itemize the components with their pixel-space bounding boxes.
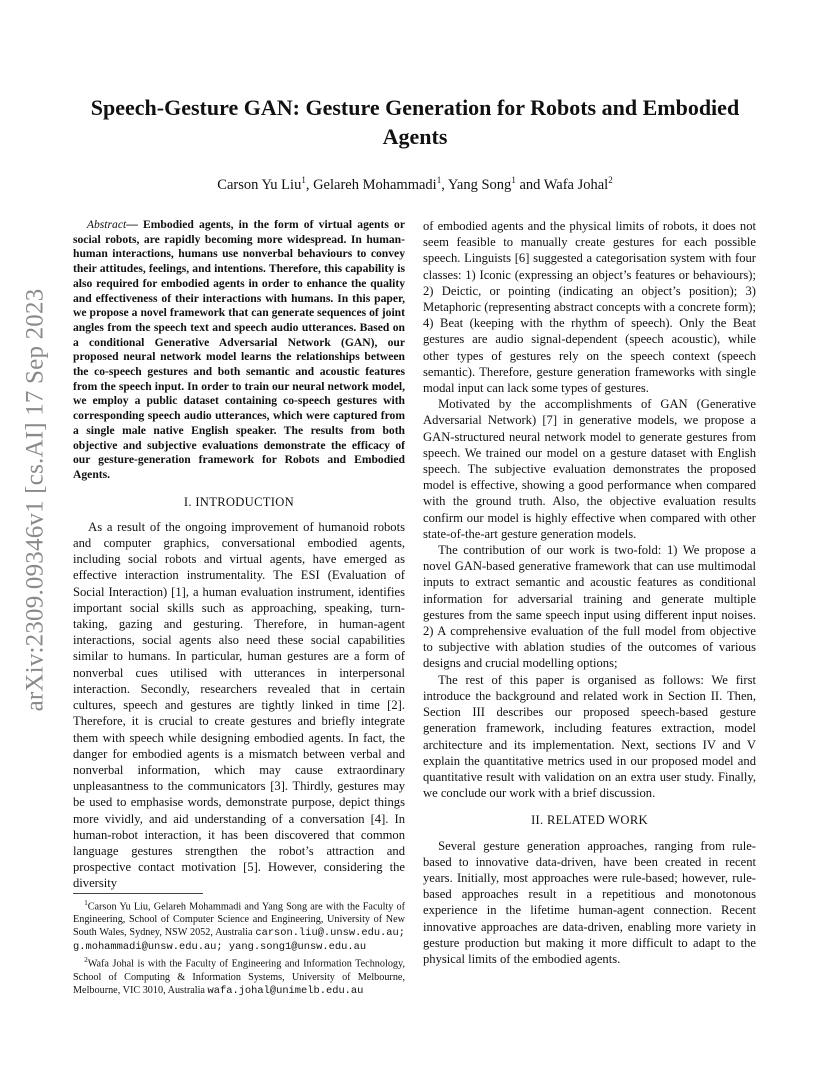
footnote-2-email: wafa.johal@unimelb.edu.au	[207, 984, 364, 997]
abstract-text: — Embodied agents, in the form of virtual agents or social robots, are rapidly becoming more widespread. In human-human interactions, humans use nonverbal behaviours to convey their attitudes, feelings, and intentions. Therefore, this capability is also required for embodied agents in order to enhance the quality and effectiveness of their interactions with humans. In this paper, we propose a novel framework that can generate sequences of joint angles from the speech text and speech audio utterances. Based on a conditional Generative Adversarial Network (GAN), our proposed neural network model learns the relationships between the co-speech gestures and both semantic and acoustic features from the speech input. In order to train our neural network model, we employ a public dataset containing co-speech gestures with corresponding speech audio utterances, which were captured from a single male native English speaker. The results from both objective and subjective evaluations demonstrate the efficacy of our gesture-generation framework for Robots and Embodied Agents.	[73, 218, 405, 481]
footnote-2-mark: 2	[84, 956, 88, 965]
author-2-affil: 1	[436, 175, 442, 185]
paper-title: Speech-Gesture GAN: Gesture Generation for Robots and Embodied Agents	[90, 95, 740, 149]
abstract-label: Abstract	[86, 218, 127, 231]
section-heading-introduction: I. INTRODUCTION	[183, 494, 295, 509]
footnote-1	[73, 897, 405, 954]
author-2: , Gelareh Mohammadi	[305, 176, 437, 193]
footnote-1-text: Carson Yu Liu, Gelareh Mohammadi and Yang Song are with the Faculty of Engineering, School of Computer Science and Engineering, University of New South Wales, Sydney, NSW 2052, Australia	[73, 901, 405, 939]
organisation-paragraph: The rest of this paper is organised as follows: We first introduce the background and related work in Section II. Then, Section III describes our proposed speech-based gesture generation framework, including features extraction, model architecture and its implementation. Next, sections IV and V explain the quantitative metrics used in our proposed model and quantitative result with validation on an extra user study. Finally, we conclude our work with a brief discussion.	[423, 672, 756, 801]
right-column	[423, 218, 756, 967]
left-column	[73, 218, 405, 892]
footnote-rule	[73, 893, 203, 894]
footnote-1-mark: 1	[84, 899, 88, 907]
arxiv-id-text: arXiv:2309.09346v1 [cs.AI] 17 Sep 2023	[21, 288, 49, 712]
contribution-paragraph: The contribution of our work is two-fold: 1) We propose a novel GAN-based generative framework that can use multimodal inputs to extract semantic and acoustic features as conditional information for adversarial training and generate multiple gestures from the same speech input using different input noises. 2) A comprehensive evaluation of the full model from objective to subjective with ablation studies of the outcomes of various designs and crucial modelling options;	[423, 543, 756, 671]
author-list	[70, 170, 760, 195]
intro-paragraph-continued: of embodied agents and the physical limits of robots, it does not seem feasible to manually create gestures for each possible speech. Linguists [6] suggested a categorisation system with four classes: 1) Iconic (expressing an object’s features or behaviours); 2) Deictic, or pointing (indicating an object’s position); 3) Metaphoric (representing abstract concepts with a concrete form); 4) Beat (keeping with the rhythm of speech). Only the Beat gestures are audio signal-dependent (speech acoustic), while other types of gestures rely on the speech context (speech semantic). Therefore, gesture generation frameworks with single modal input can lack some types of gestures.	[423, 219, 756, 396]
abstract	[73, 218, 405, 483]
arxiv-identifier	[14, 290, 56, 710]
related-work-paragraph: Several gesture generation approaches, ranging from rule-based to innovative data-driven, have been created in recent years. Initially, most approaches were rule-based; however, rule-based approaches result in a repetitious and monotonous experience in the lifetime human-agent connection. Recent innovative approaches are data-driven, enabling more variety in gesture production but making it more difficult to adapt to the physical limits of the embodied agents.	[423, 838, 756, 966]
footnotes	[73, 893, 405, 998]
footnote-1-email-1: carson.liu@.unsw.edu.au;	[255, 927, 405, 940]
author-3: , Yang Song	[441, 176, 512, 193]
footnote-2-text: Wafa Johal is with the Faculty of Engineering and Information Technology, School of Computing & Information Systems, University of Melbourne, Melbourne, VIC 3010, Australia	[73, 958, 405, 996]
intro-paragraph: As a result of the ongoing improvement of humanoid robots and computer graphics, conversational embodied agents, including social robots and virtual agents, have emerged as effective interaction instrumentality. The ESI (Evaluation of Social Interaction) [1], a human evaluation instrument, identifies important social skills such as approaching, speaking, turn-taking, gazing and gesturing. Therefore, in human-agent interactions, social agents also need these social capabilities similar to humans. In particular, human gestures are a form of nonverbal cues utilised with utterances in interpersonal interaction. Secondly, researchers revealed that in certain cultures, speech and gestures are tightly linked in time [2]. Therefore, it is crucial to create gestures and briefly integrate them with speech while designing embodied agents. In fact, the danger for embodied agents is a mismatch between verbal and nonverbal information, which may cause extraordinary unpleasantness to the communicators [3]. Thirdly, gestures may be used to emphasise words, demonstrate purpose, depict things more vividly, and aid understanding of a conversation [4]. In human-robot interaction, it has been discovered that common language gestures strengthen the robot’s attraction and prospective contact motivation [5]. However, considering the diversity	[73, 519, 405, 891]
footnote-1-email-2: g.mohammadi@unsw.edu.au; yang.song1@unsw.edu.au	[73, 941, 367, 954]
author-3-affil: 1	[511, 175, 516, 185]
author-1: Carson Yu Liu	[217, 176, 302, 193]
footnote-2	[73, 954, 405, 997]
author-4-affil: 2	[608, 175, 613, 185]
author-4: and Wafa Johal	[515, 176, 609, 193]
section-heading-related-work: II. RELATED WORK	[531, 813, 648, 828]
author-1-affil: 1	[301, 175, 306, 185]
motivation-paragraph: Motivated by the accomplishments of GAN (Generative Adversarial Network) [7] in generative models, we propose a GAN-structured neural network model to generate gestures from speech. We trained our model on a gesture dataset with English speech. The subjective evaluation demonstrates the proposed model is effective, showing a good performance when compared with the ground truth. Also, the objective evaluation results confirm our model is highly effective when compared with other state-of-the-art gesture generation models.	[423, 397, 756, 541]
